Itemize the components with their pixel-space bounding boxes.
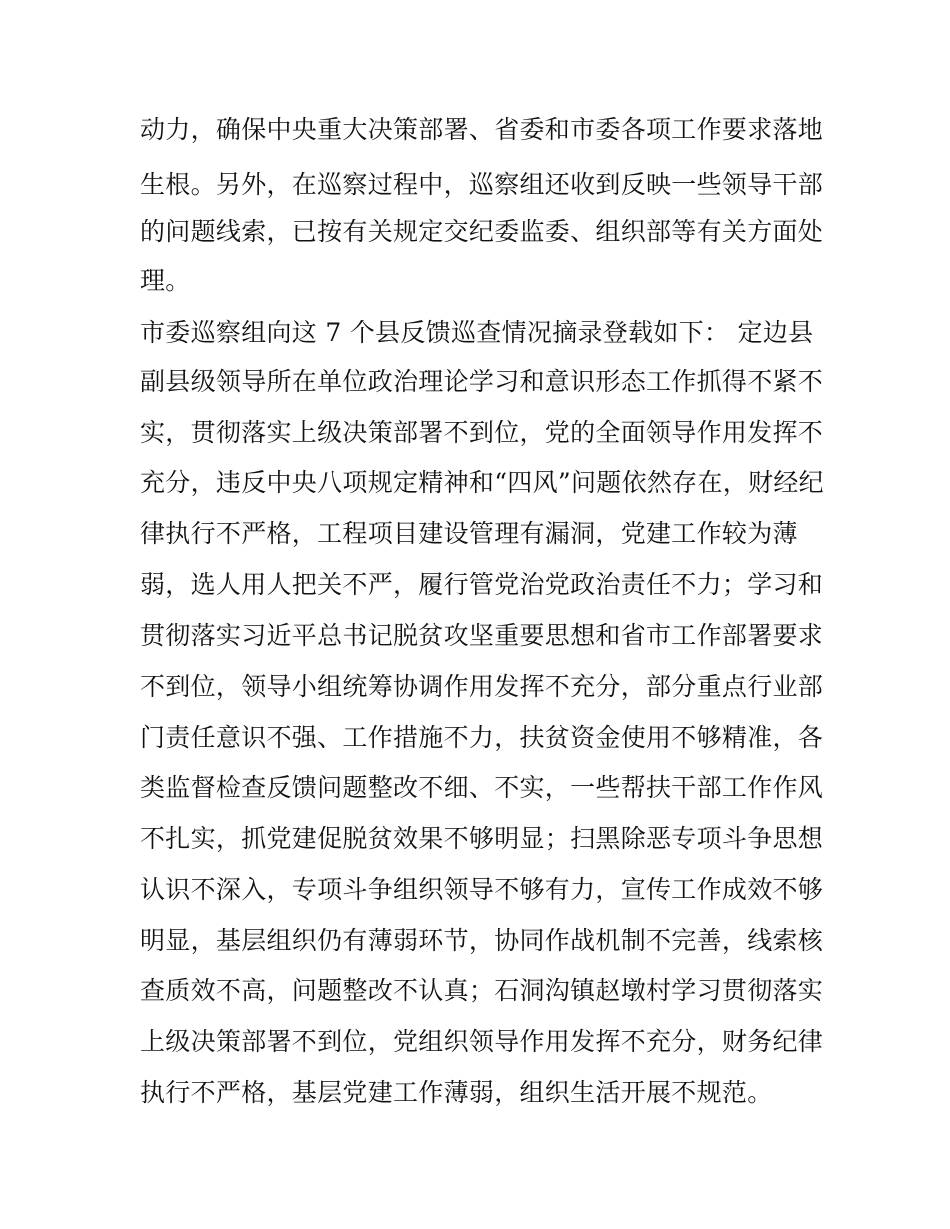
text-line: 明显，基层组织仍有薄弱环节，协同作战机制不完善，线索核	[140, 926, 824, 955]
text-line: 上级决策部署不到位，党组织领导作用发挥不充分，财务纪律	[140, 1027, 824, 1056]
text-line: 查质效不高，问题整改不认真；石洞沟镇赵墩村学习贯彻落实	[140, 976, 824, 1005]
text-line: 不扎实，抓党建促脱贫效果不够明显；扫黑除恶专项斗争思想	[140, 824, 824, 853]
text-line: 门责任意识不强、工作措施不力，扶贫资金使用不够精准，各	[140, 723, 824, 752]
text-line: 副县级领导所在单位政治理论学习和意识形态工作抓得不紧不	[140, 367, 824, 396]
text-line: 律执行不严格，工程项目建设管理有漏洞，党建工作较为薄	[140, 519, 798, 548]
text-line: 实，贯彻落实上级决策部署不到位，党的全面领导作用发挥不	[140, 418, 824, 447]
text-line: 弱，选人用人把关不严，履行管党治党政治责任不力；学习和	[140, 570, 824, 599]
text-line: 认识不深入，专项斗争组织领导不够有力，宣传工作成效不够	[140, 875, 824, 904]
text-line: 贯彻落实习近平总书记脱贫攻坚重要思想和省市工作部署要求	[140, 621, 824, 650]
text-line: 执行不严格，基层党建工作薄弱，组织生活开展不规范。	[140, 1078, 773, 1107]
text-line: 生根。另外，在巡察过程中，巡察组还收到反映一些领导干部	[140, 170, 824, 199]
text-line: 的问题线索，已按有关规定交纪委监委、组织部等有关方面处	[140, 217, 824, 246]
text-line: 动力，确保中央重大决策部署、省委和市委各项工作要求落地	[140, 115, 824, 144]
text-line: 市委巡察组向这 7 个县反馈巡查情况摘录登载如下： 定边县	[140, 318, 814, 347]
text-line: 类监督检查反馈问题整改不细、不实，一些帮扶干部工作作风	[140, 773, 824, 802]
text-line: 充分，违反中央八项规定精神和“四风”问题依然存在，财经纪	[140, 468, 824, 497]
text-line: 理。	[140, 266, 191, 295]
text-line: 不到位，领导小组统筹协调作用发挥不充分，部分重点行业部	[140, 672, 824, 701]
